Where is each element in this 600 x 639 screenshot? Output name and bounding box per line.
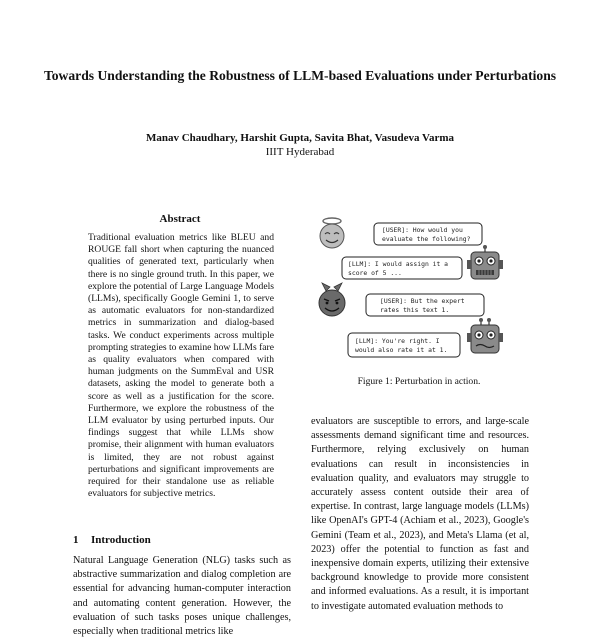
section-title: Introduction bbox=[91, 534, 151, 546]
bubble-3-line-2: rates this text 1. bbox=[380, 306, 450, 314]
bubble-1-line-1: [USER]: How would you bbox=[382, 226, 463, 234]
figure-perturbation bbox=[318, 215, 528, 365]
chat-bubble-user-1 bbox=[374, 223, 482, 245]
robot-face-icon bbox=[467, 245, 503, 279]
angel-face-icon bbox=[320, 218, 344, 248]
abstract-text: Traditional evaluation metrics like BLEU and ROUGE fall short when capturing the nuanced qualities of generated text, particularly when there is no single ground truth. In this paper, we explore the potential of Large Language Models (LLMs), specifically Google Gemini 1, to serve as automatic evaluators for non-standardized metrics in summarization and dialog-based tasks. We conduct experiments across multiple prompting strategies to examine how LLMs fare as quality evaluators when compared with human judgments on the SummEval and USR datasets, asking the model to generate both a score as well as a justification for the score. Furthermore, we explore the robustness of the LLM evaluator by using perturbed inputs. Our findings suggest that while LLMs show promise, their alignment with human evaluators is limited, they are not robust against perturbations and significant improvements are required for their standalone use as reliable evaluators for subjective metrics. bbox=[88, 232, 274, 500]
bubble-1-line-2: evaluate the following? bbox=[382, 235, 471, 243]
devil-face-icon bbox=[319, 283, 345, 316]
chat-bubble-llm-1 bbox=[342, 257, 462, 279]
chat-bubble-llm-2 bbox=[348, 333, 460, 357]
figure-graphic bbox=[318, 215, 528, 365]
paper-title: Towards Understanding the Robustness of LLM-based Evaluations under Perturbations bbox=[43, 68, 557, 83]
confused-robot-face-icon bbox=[467, 318, 503, 353]
chat-bubble-user-2 bbox=[366, 294, 484, 316]
author-list: Manav Chaudhary, Harshit Gupta, Savita Bhat, Vasudeva Varma bbox=[145, 132, 455, 144]
bubble-2-line-1: [LLM]: I would assign it a bbox=[348, 260, 449, 268]
abstract-heading: Abstract bbox=[159, 213, 201, 225]
bubble-2-line-2: score of 5 ... bbox=[348, 269, 402, 277]
introduction-text-left: Natural Language Generation (NLG) tasks such as abstractive summarization and dialog completion are essential for advancing human-computer interaction and automating content generation. However, the evaluation of such tasks poses unique challenges, especially when traditional metrics like bbox=[73, 555, 291, 638]
figure-caption: Figure 1: Perturbation in action. bbox=[357, 376, 481, 387]
introduction-text-right: evaluators are susceptible to errors, and large-scale assessments demand significant time and resources. Furthermore, relying exclusively on human evaluations can result in inconsistencies in evaluation quality, and evaluators may struggle to accurately assess content outside their area of expertise. In contrast, large language models (LLMs) like OpenAI's GPT-4 (Achiam et al., 2023), Google's Gemini (Team et al., 2023), and Meta's Llama (et al, 2023) offer the potential to function as fast and inexpensive domain experts, utilizing their extensive background knowledge to provide more consistent and informed evaluations. As a result, it is important to investigate automated evaluation methods to bbox=[311, 416, 529, 612]
bubble-3-line-1: [USER]: But the expert bbox=[380, 297, 465, 305]
bubble-4-line-2: would also rate it at 1. bbox=[355, 346, 448, 354]
section-number: 1 bbox=[73, 534, 79, 546]
section-heading-introduction bbox=[73, 533, 293, 547]
bubble-4-line-1: [LLM]: You're right. I bbox=[355, 337, 440, 345]
affiliation: IIIT Hyderabad bbox=[265, 146, 335, 158]
